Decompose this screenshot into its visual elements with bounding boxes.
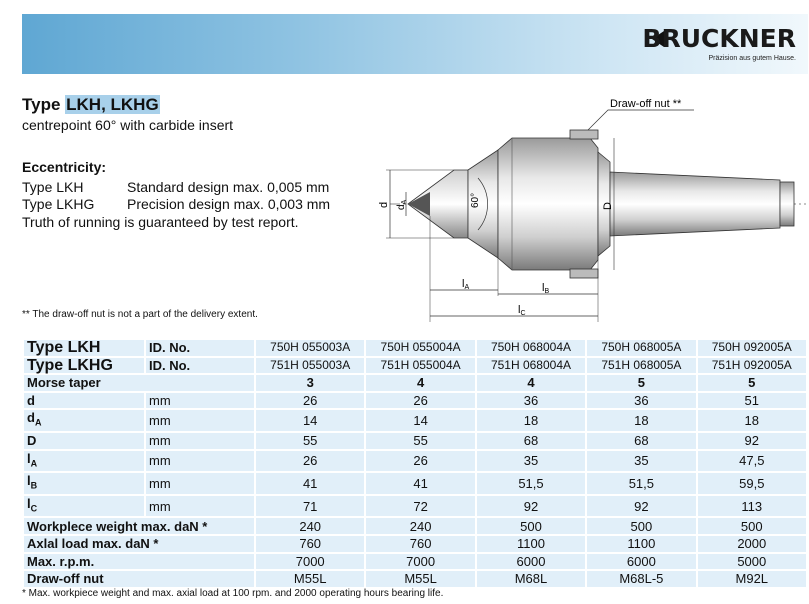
table-cell: 68 [587, 433, 695, 449]
table-row [24, 393, 806, 409]
row-label [24, 393, 144, 409]
row-label [24, 496, 144, 517]
page-title [22, 95, 160, 115]
table-cell: M68L-5 [587, 571, 695, 587]
table-cell: 35 [477, 451, 585, 472]
table-cell: 92 [477, 496, 585, 517]
delivery-note: ** The draw-off nut is not a part of the delivery extent. [22, 309, 258, 320]
table-cell: 750H 068005A [587, 340, 695, 356]
eccentricity-text: Standard design max. 0,005 mm [127, 179, 330, 195]
table-cell: 4 [366, 375, 474, 391]
table-cell: 760 [366, 536, 474, 552]
dim-lC-label [518, 304, 526, 317]
table-cell: 751H 068004A [477, 358, 585, 374]
table-cell: 2000 [698, 536, 806, 552]
row-unit: mm [146, 410, 254, 431]
spec-table [22, 338, 808, 589]
shank-end [780, 182, 794, 226]
table-row [24, 536, 806, 552]
id-label: ID. No. [146, 358, 254, 374]
row-label-text: Max. r.p.m. [27, 553, 95, 569]
table-cell: 18 [698, 410, 806, 431]
table-cell: 500 [698, 518, 806, 534]
table-row [24, 496, 806, 517]
table-row [24, 451, 806, 472]
table-cell: 240 [366, 518, 474, 534]
table-cell: 750H 068004A [477, 340, 585, 356]
table-cell: 500 [587, 518, 695, 534]
table-cell: 36 [477, 393, 585, 409]
table-cell: 41 [366, 473, 474, 494]
table-row [24, 518, 806, 534]
eccentricity-row [22, 196, 330, 212]
table-cell: M68L [477, 571, 585, 587]
eccentricity-type: Type LKH [22, 179, 84, 195]
dim-lA-letter: l [462, 278, 465, 290]
table-row [24, 554, 806, 570]
row-label-text: D [27, 433, 37, 449]
row-label [24, 518, 254, 534]
dim-D-label: D [602, 202, 614, 210]
row-label [24, 536, 254, 552]
table-cell: 26 [366, 451, 474, 472]
row-unit: mm [146, 393, 254, 409]
table-cell: 500 [477, 518, 585, 534]
table-cell: 26 [256, 451, 364, 472]
table-cell: 7000 [256, 554, 364, 570]
row-label-sub: A [34, 417, 42, 428]
table-cell: M55L [256, 571, 364, 587]
row-label-text: Draw-off nut [27, 571, 104, 587]
table-cell: 47,5 [698, 451, 806, 472]
table-row [24, 358, 806, 374]
row-unit: mm [146, 496, 254, 517]
row-label [24, 451, 144, 472]
table-row [24, 340, 806, 356]
table-cell: 51,5 [477, 473, 585, 494]
table-cell: 26 [256, 393, 364, 409]
row-label-sub: A [30, 458, 38, 469]
table-cell: 71 [256, 496, 364, 517]
row-label [24, 433, 144, 449]
table-cell: 751H 055004A [366, 358, 474, 374]
row-label-sub: B [30, 480, 38, 491]
logo-tagline: Präzision aus gutem Hause. [708, 55, 796, 62]
dim-lC-letter: l [518, 304, 521, 316]
taper-shank [610, 172, 780, 236]
row-label [24, 571, 254, 587]
table-cell: 26 [366, 393, 474, 409]
row-label-text: l [27, 473, 31, 489]
main-body [498, 138, 598, 270]
table-cell: 7000 [366, 554, 474, 570]
row-label [24, 410, 144, 431]
table-cell: 1100 [477, 536, 585, 552]
footnote: * Max. workpiece weight and max. axial load at 100 rpm. and 2000 operating hours bearing life. [22, 588, 444, 599]
table-cell: 51,5 [587, 473, 695, 494]
table-cell: 18 [587, 410, 695, 431]
table-row [24, 375, 806, 391]
row-label-text: l [27, 495, 31, 511]
table-cell: 41 [256, 473, 364, 494]
row-label-sub: C [30, 503, 38, 514]
page-subtitle: centrepoint 60° with carbide insert [22, 117, 234, 133]
eccentricity-truth: Truth of running is guaranteed by test report. [22, 214, 299, 230]
table-cell: 5 [587, 375, 695, 391]
row-label [24, 375, 254, 391]
table-cell: 92 [698, 433, 806, 449]
row-label-text: Morse taper [27, 375, 101, 391]
dim-lA-sub: A [464, 284, 470, 291]
table-cell: 750H 055004A [366, 340, 474, 356]
table-cell: 14 [256, 410, 364, 431]
dim-dA-label [396, 199, 408, 210]
row-unit: mm [146, 451, 254, 472]
table-cell: 6000 [477, 554, 585, 570]
table-cell: 6000 [587, 554, 695, 570]
row-label-text: Axlal load max. daN * [27, 536, 159, 552]
table-cell: 3 [256, 375, 364, 391]
table-cell: 751H 092005A [698, 358, 806, 374]
dim-dA-sub: A [401, 199, 408, 205]
eccentricity-heading: Eccentricity: [22, 159, 107, 175]
table-cell: 55 [256, 433, 364, 449]
table-cell: 751H 055003A [256, 358, 364, 374]
drawoff-nut-bottom [570, 269, 598, 278]
table-cell: 240 [256, 518, 364, 534]
table-row [24, 473, 806, 494]
table-cell: 5 [698, 375, 806, 391]
drawoff-nut-top [570, 130, 598, 139]
table-cell: 760 [256, 536, 364, 552]
row-label-text: d [27, 410, 35, 426]
table-row [24, 433, 806, 449]
table-cell: 51 [698, 393, 806, 409]
angle-label: 60° [470, 192, 481, 208]
table-cell: 113 [698, 496, 806, 517]
title-prefix: Type [22, 95, 66, 114]
drawoff-label: Draw-off nut ** [610, 98, 682, 110]
bruckner-logo [642, 24, 796, 66]
technical-drawing [378, 90, 808, 322]
row-label-text: Workplece weight max. daN * [27, 518, 208, 534]
eccentricity-type: Type LKHG [22, 196, 95, 212]
header-banner [22, 14, 808, 74]
table-cell: 4 [477, 375, 585, 391]
eccentricity-text: Precision design max. 0,003 mm [127, 196, 331, 212]
eccentricity-row [22, 179, 329, 195]
dim-d-label: d [378, 201, 390, 208]
dim-dA-letter: d [396, 204, 407, 210]
dim-lB-sub: B [544, 288, 550, 295]
row-label-text: d [27, 393, 35, 409]
table-cell: M55L [366, 571, 474, 587]
dim-lC-sub: C [520, 310, 526, 317]
table-cell: 751H 068005A [587, 358, 695, 374]
table-row [24, 571, 806, 587]
row-label-text: l [27, 450, 31, 466]
row-label [24, 473, 144, 494]
table-cell: 750H 055003A [256, 340, 364, 356]
logo-brand: BRUCKNER [642, 24, 796, 53]
dim-lA-label [462, 278, 469, 291]
row-unit: mm [146, 433, 254, 449]
table-cell: 35 [587, 451, 695, 472]
table-cell: 36 [587, 393, 695, 409]
table-cell: M92L [698, 571, 806, 587]
title-highlight: LKH, LKHG [66, 95, 159, 114]
table-cell: 68 [477, 433, 585, 449]
dim-lB-label [542, 282, 549, 295]
table-cell: 1100 [587, 536, 695, 552]
table-row [24, 410, 806, 431]
table-cell: 18 [477, 410, 585, 431]
table-cell: 5000 [698, 554, 806, 570]
type-lkhg-label: Type LKHG [24, 358, 144, 374]
row-label [24, 554, 254, 570]
type-lkh-label: Type LKH [24, 340, 144, 356]
table-cell: 92 [587, 496, 695, 517]
table-cell: 14 [366, 410, 474, 431]
table-cell: 55 [366, 433, 474, 449]
drawoff-leader [588, 110, 694, 130]
id-label: ID. No. [146, 340, 254, 356]
dim-lB-letter: l [542, 282, 545, 294]
row-unit: mm [146, 473, 254, 494]
table-cell: 72 [366, 496, 474, 517]
table-cell: 59,5 [698, 473, 806, 494]
table-cell: 750H 092005A [698, 340, 806, 356]
